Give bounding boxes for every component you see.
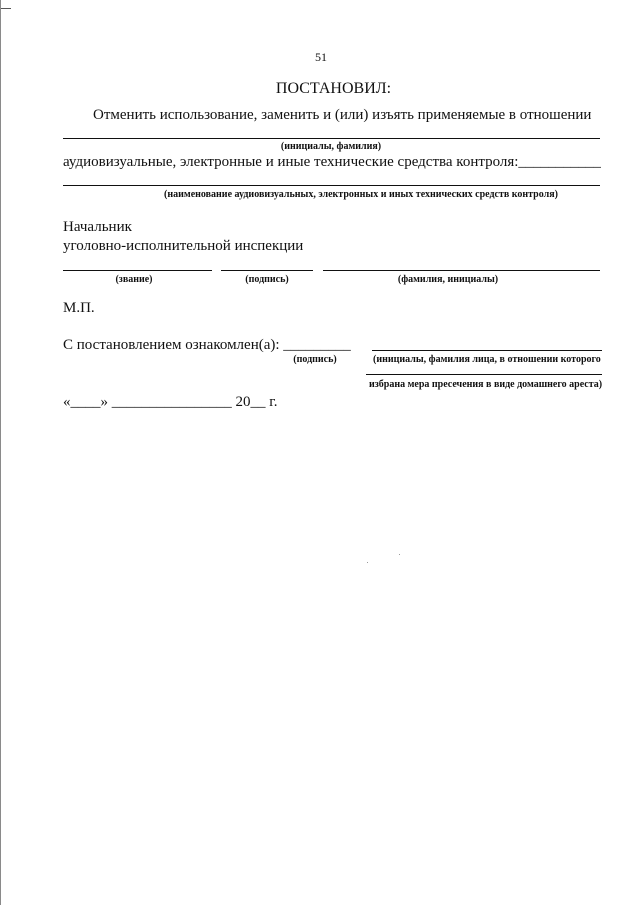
head-title-line-1: Начальник (63, 219, 132, 235)
stamp-place: М.П. (63, 300, 95, 316)
heading: ПОСТАНОВИЛ: (275, 80, 392, 97)
head-title-line-2: уголовно-исполнительной инспекции (63, 238, 304, 254)
person-caption-line-1: (инициалы, фамилия лица, в отношении которого (373, 354, 601, 365)
intro-text: Отменить использование, заменить и (или) изъять применяемые в отношении (93, 107, 592, 123)
means-fill-line (63, 185, 600, 186)
initials-fill-line (63, 138, 600, 139)
person-caption-line-2: избрана мера пресечения в виде домашнего ареста) (369, 379, 603, 390)
signature-caption: (подпись) (245, 274, 289, 285)
means-caption: (наименование аудиовизуальных, электронных и иных технических средств контроля) (164, 189, 558, 200)
signature-caption-2: (подпись) (293, 354, 337, 365)
surname-fill-line (323, 270, 600, 271)
scan-speck (367, 562, 368, 563)
date-line: «____» ________________ 20__ г. (63, 394, 278, 410)
rank-caption: (звание) (115, 274, 153, 285)
page-number: 51 (315, 50, 327, 64)
person-fill-line (372, 350, 602, 351)
signature-fill-line (221, 270, 313, 271)
means-text: аудиовизуальные, электронные и иные технические средства контроля:___________ (63, 154, 601, 170)
acquainted-text: С постановлением ознакомлен(а): _________ (63, 337, 351, 353)
rank-fill-line (63, 270, 212, 271)
surname-caption: (фамилия, инициалы) (397, 274, 499, 285)
scan-edge-mark (1, 8, 11, 9)
scan-speck (399, 554, 400, 555)
initials-caption: (инициалы, фамилия) (280, 141, 382, 152)
person-fill-line-2 (366, 374, 602, 375)
